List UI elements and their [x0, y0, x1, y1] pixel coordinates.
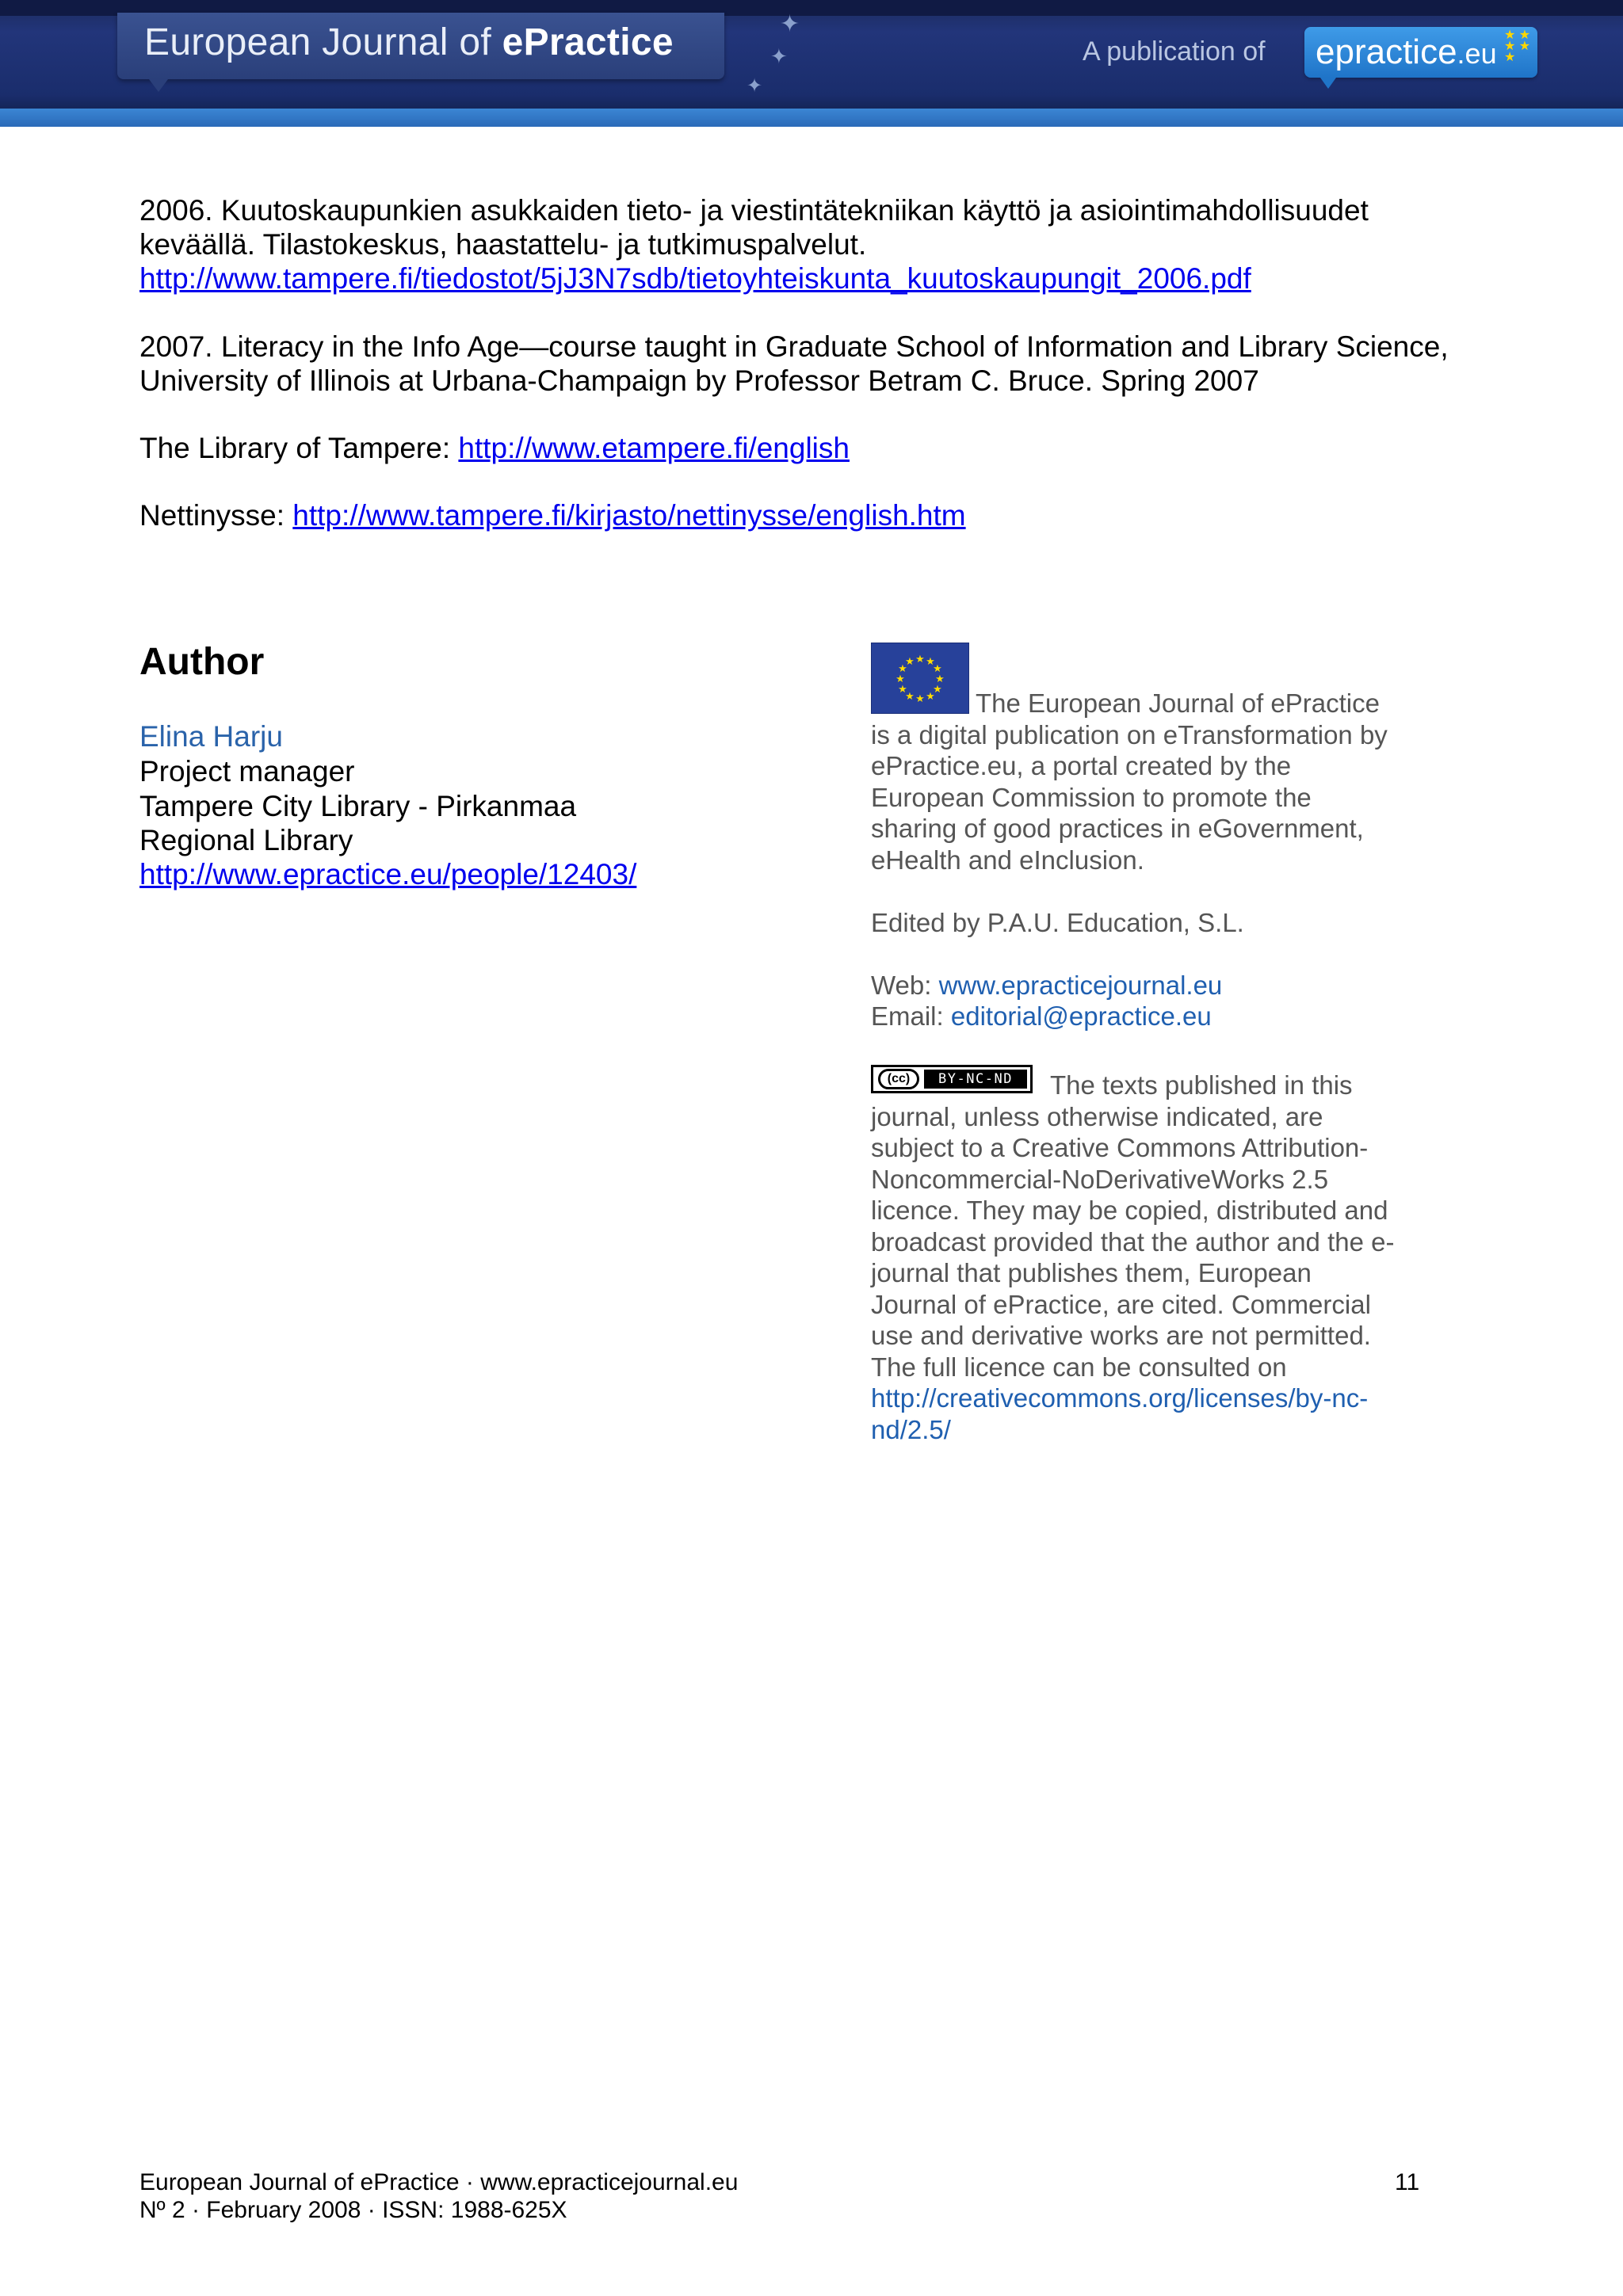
svg-text:★: ★ [896, 673, 905, 685]
svg-text:★: ★ [933, 663, 942, 675]
licence-link-continued[interactable]: nd/2.5/ [871, 1415, 951, 1444]
reference-2007-line1: 2007. Literacy in the Info Age—course taught in Graduate School of Information and Library Science, [139, 330, 1449, 363]
licence-line-10: The full licence can be consulted on [871, 1352, 1287, 1382]
nettinysse-label: Nettinysse: [139, 499, 293, 532]
licence-line-6: broadcast provided that the author and the e- [871, 1227, 1395, 1257]
journal-header-banner [0, 0, 1623, 127]
eu-stars-icon: ★ ★ ★ ★ ★ [1504, 29, 1531, 64]
email-link[interactable]: editorial@epractice.eu [950, 1001, 1212, 1031]
licence-line-1: The texts published in this [1050, 1070, 1353, 1100]
email-label: Email: [871, 1001, 951, 1031]
svg-text:★: ★ [898, 684, 907, 696]
svg-text:★: ★ [905, 656, 915, 668]
reference-2007-line2: University of Illinois at Urbana-Champaign by Professor Betram C. Bruce. Spring 2007 [139, 364, 1259, 397]
svg-text:★: ★ [926, 691, 935, 703]
footer-journal-line: European Journal of ePractice · www.epracticejournal.eu [139, 2169, 739, 2195]
epractice-logo-text: epractice [1316, 32, 1457, 71]
publication-of-label: A publication of [1083, 36, 1266, 67]
creative-commons-badge[interactable] [871, 1065, 1033, 1093]
reference-2006-line1: 2006. Kuutoskaupunkien asukkaiden tieto- ja viestintätekniikan käyttö ja asiointimahdollisuudet [139, 194, 1369, 227]
svg-text:★: ★ [905, 691, 915, 703]
about-line-6: eHealth and eInclusion. [871, 845, 1144, 875]
author-heading: Author [139, 641, 265, 683]
licence-line-5: licence. They may be copied, distributed and [871, 1196, 1388, 1225]
page-number: 11 [1395, 2169, 1420, 2195]
banner-bottom-stripe [0, 109, 1623, 127]
author-organization-line2: Regional Library [139, 824, 353, 856]
svg-text:★: ★ [935, 673, 945, 685]
library-tampere-label: The Library of Tampere: [139, 432, 459, 464]
licence-link[interactable]: http://creativecommons.org/licenses/by-nc- [871, 1383, 1369, 1413]
licence-line-7: journal that publishes them, European [871, 1258, 1312, 1287]
journal-title: European Journal of ePractice [144, 21, 674, 63]
nettinysse-link[interactable]: http://www.tampere.fi/kirjasto/nettinysse/english.htm [292, 499, 966, 532]
star-icon: ✦ [770, 44, 788, 68]
about-line-2: is a digital publication on eTransformation by [871, 720, 1388, 749]
library-tampere-link[interactable]: http://www.etampere.fi/english [458, 432, 850, 464]
licence-url-row-1 [871, 1383, 1368, 1414]
reference-2006-line2: keväällä. Tilastokeskus, haastattelu- ja tutkimuspalvelut. [139, 228, 867, 261]
author-role: Project manager [139, 755, 355, 788]
eu-flag-icon [871, 643, 969, 714]
web-link[interactable]: www.epracticejournal.eu [938, 971, 1223, 1000]
reference-nettinysse [139, 498, 966, 532]
svg-text:★: ★ [898, 663, 907, 675]
star-icon: ✦ [747, 75, 763, 97]
cc-licence-label: BY-NC-ND [924, 1070, 1027, 1089]
cc-icon: (cc) [878, 1069, 919, 1089]
svg-text:★: ★ [926, 656, 935, 668]
epractice-logo-suffix: .eu [1457, 37, 1497, 70]
licence-line-4: Noncommercial-NoDerivativeWorks 2.5 [871, 1165, 1329, 1194]
about-line-1: The European Journal of ePractice [976, 688, 1380, 718]
author-organization-line1: Tampere City Library - Pirkanmaa [139, 790, 577, 822]
author-profile-row [139, 857, 636, 891]
author-name: Elina Harju [139, 720, 283, 753]
svg-text:★: ★ [933, 684, 942, 696]
footer-issue-line: Nº 2 · February 2008 · ISSN: 1988-625X [139, 2197, 567, 2223]
web-row [871, 970, 1222, 1001]
about-line-5: sharing of good practices in eGovernment, [871, 814, 1364, 843]
licence-line-8: Journal of ePractice, are cited. Commercial [871, 1290, 1371, 1319]
web-label: Web: [871, 971, 939, 1000]
star-icon: ✦ [780, 11, 800, 37]
reference-2006-link[interactable]: http://www.tampere.fi/tiedostot/5jJ3N7sdb/tietoyhteiskunta_kuutoskaupungit_2006.pdf [139, 262, 1251, 295]
licence-line-9: use and derivative works are not permitted. [871, 1321, 1371, 1350]
reference-2006-url-row [139, 261, 1251, 296]
svg-text:★: ★ [915, 693, 925, 705]
email-row [871, 1001, 1212, 1032]
epractice-logo-badge[interactable] [1304, 27, 1537, 78]
svg-text:★: ★ [915, 654, 925, 666]
licence-line-3: subject to a Creative Commons Attribution- [871, 1133, 1369, 1162]
licence-url-row-2 [871, 1414, 951, 1446]
author-profile-link[interactable]: http://www.epractice.eu/people/12403/ [139, 858, 637, 891]
reference-library-tampere [139, 431, 850, 465]
licence-line-2: journal, unless otherwise indicated, are [871, 1102, 1323, 1131]
about-line-4: European Commission to promote the [871, 783, 1312, 812]
edited-by: Edited by P.A.U. Education, S.L. [871, 908, 1244, 937]
about-line-3: ePractice.eu, a portal created by the [871, 751, 1292, 780]
